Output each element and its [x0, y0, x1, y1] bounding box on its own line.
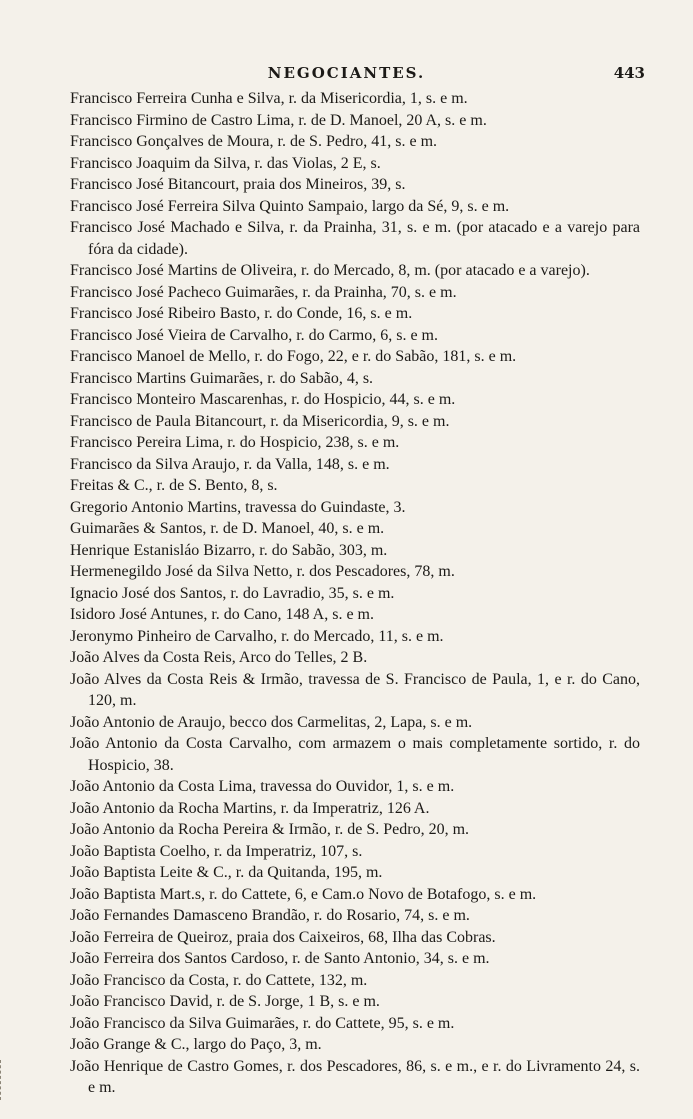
list-item: João Henrique de Castro Gomes, r. dos Pescadores, 86, s. e m., e r. do Livramento 24, s. e m.: [70, 1057, 640, 1096]
list-item: Francisco Manoel de Mello, r. do Fogo, 22, e r. do Sabão, 181, s. e m.: [70, 348, 517, 365]
list-item: João Ferreira dos Santos Cardoso, r. de Santo Antonio, 34, s. e m.: [70, 950, 490, 967]
list-item: Francisco Firmino de Castro Lima, r. de D. Manoel, 20 A, s. e m.: [70, 111, 487, 129]
page-number: 443: [613, 64, 645, 82]
margin-mark: [0, 1060, 15, 1100]
list-item: Guimarães & Santos, r. de D. Manoel, 40, s. e m.: [70, 520, 385, 537]
list-item: João Baptista Mart.s, r. do Cattete, 6, e Cam.o Novo de Botafogo, s. e m.: [70, 885, 537, 903]
page-title: NEGOCIANTES.: [267, 64, 426, 82]
list-item: Francisco José Vieira de Carvalho, r. do Carmo, 6, s. e m.: [70, 326, 438, 344]
list-item: João Antonio da Rocha Martins, r. da Imperatriz, 126 A.: [70, 799, 430, 817]
list-item: Francisco Ferreira Cunha e Silva, r. da Misericordia, 1, s. e m.: [70, 90, 468, 107]
list-item: João Francisco da Costa, r. do Cattete, 132, m.: [70, 971, 368, 989]
list-item: Francisco de Paula Bitancourt, r. da Misericordia, 9, s. e m.: [70, 412, 450, 430]
list-item: João Antonio de Araujo, becco dos Carmelitas, 2, Lapa, s. e m.: [70, 713, 473, 731]
list-item: João Antonio da Costa Lima, travessa do Ouvidor, 1, s. e m.: [70, 778, 455, 795]
list-item: Ignacio José dos Santos, r. do Lavradio, 35, s. e m.: [70, 584, 395, 602]
list-item: Francisco José Machado e Silva, r. da Prainha, 31, s. e m. (por atacado e a varejo para fóra da cidade).: [70, 219, 640, 258]
list-item: Francisco Pereira Lima, r. do Hospicio, 238, s. e m.: [70, 434, 400, 451]
list-item: João Alves da Costa Reis, Arco do Telles, 2 B.: [70, 649, 368, 666]
list-item: João Ferreira de Queiroz, praia dos Caixeiros, 68, Ilha das Cobras.: [70, 928, 496, 946]
list-item: Gregorio Antonio Martins, travessa do Guindaste, 3.: [70, 498, 406, 516]
list-item: Hermenegildo José da Silva Netto, r. dos Pescadores, 78, m.: [70, 563, 455, 580]
list-item: Francisco José Bitancourt, praia dos Mineiros, 39, s.: [70, 176, 406, 193]
list-item: Francisco Joaquim da Silva, r. das Violas, 2 E, s.: [70, 154, 381, 172]
list-item: Francisco da Silva Araujo, r. da Valla, 148, s. e m.: [70, 455, 390, 473]
list-item: Francisco Monteiro Mascarenhas, r. do Hospicio, 44, s. e m.: [70, 391, 456, 408]
list-item: Francisco José Martins de Oliveira, r. do Mercado, 8, m. (por atacado e a varejo).: [70, 262, 590, 279]
list-item: João Fernandes Damasceno Brandão, r. do Rosario, 74, s. e m.: [70, 907, 470, 924]
list-item: João Francisco David, r. de S. Jorge, 1 B, s. e m.: [70, 993, 380, 1010]
list-item: João Antonio da Rocha Pereira & Irmão, r. de S. Pedro, 20, m.: [70, 821, 470, 838]
list-item: Isidoro José Antunes, r. do Cano, 148 A, s. e m.: [70, 606, 374, 623]
running-head: [0, 62, 693, 86]
merchant-list: [70, 88, 640, 1099]
list-item: João Antonio da Costa Carvalho, com armazem o mais completamente sortido, r. do Hospicio, 38.: [70, 735, 640, 774]
list-item: Francisco José Ferreira Silva Quinto Sampaio, largo da Sé, 9, s. e m.: [70, 197, 510, 215]
list-item: João Grange & C., largo do Paço, 3, m.: [70, 1036, 322, 1053]
list-item: Jeronymo Pinheiro de Carvalho, r. do Mercado, 11, s. e m.: [70, 627, 444, 645]
list-item: João Francisco da Silva Guimarães, r. do Cattete, 95, s. e m.: [70, 1014, 455, 1032]
list-item: João Baptista Coelho, r. da Imperatriz, 107, s.: [70, 842, 363, 860]
list-item: João Baptista Leite & C., r. da Quitanda, 195, m.: [70, 864, 383, 881]
list-item: Francisco Gonçalves de Moura, r. de S. Pedro, 41, s. e m.: [70, 133, 438, 150]
list-item: Francisco Martins Guimarães, r. do Sabão, 4, s.: [70, 369, 374, 387]
list-item: Francisco José Ribeiro Basto, r. do Conde, 16, s. e m.: [70, 305, 413, 322]
list-item: Freitas & C., r. de S. Bento, 8, s.: [70, 477, 278, 494]
list-item: Henrique Estanisláo Bizarro, r. do Sabão, 303, m.: [70, 541, 388, 559]
list-item: Francisco José Pacheco Guimarães, r. da Prainha, 70, s. e m.: [70, 283, 457, 301]
list-item: João Alves da Costa Reis & Irmão, travessa de S. Francisco de Paula, 1, e r. do Cano, 120, m.: [70, 670, 640, 709]
